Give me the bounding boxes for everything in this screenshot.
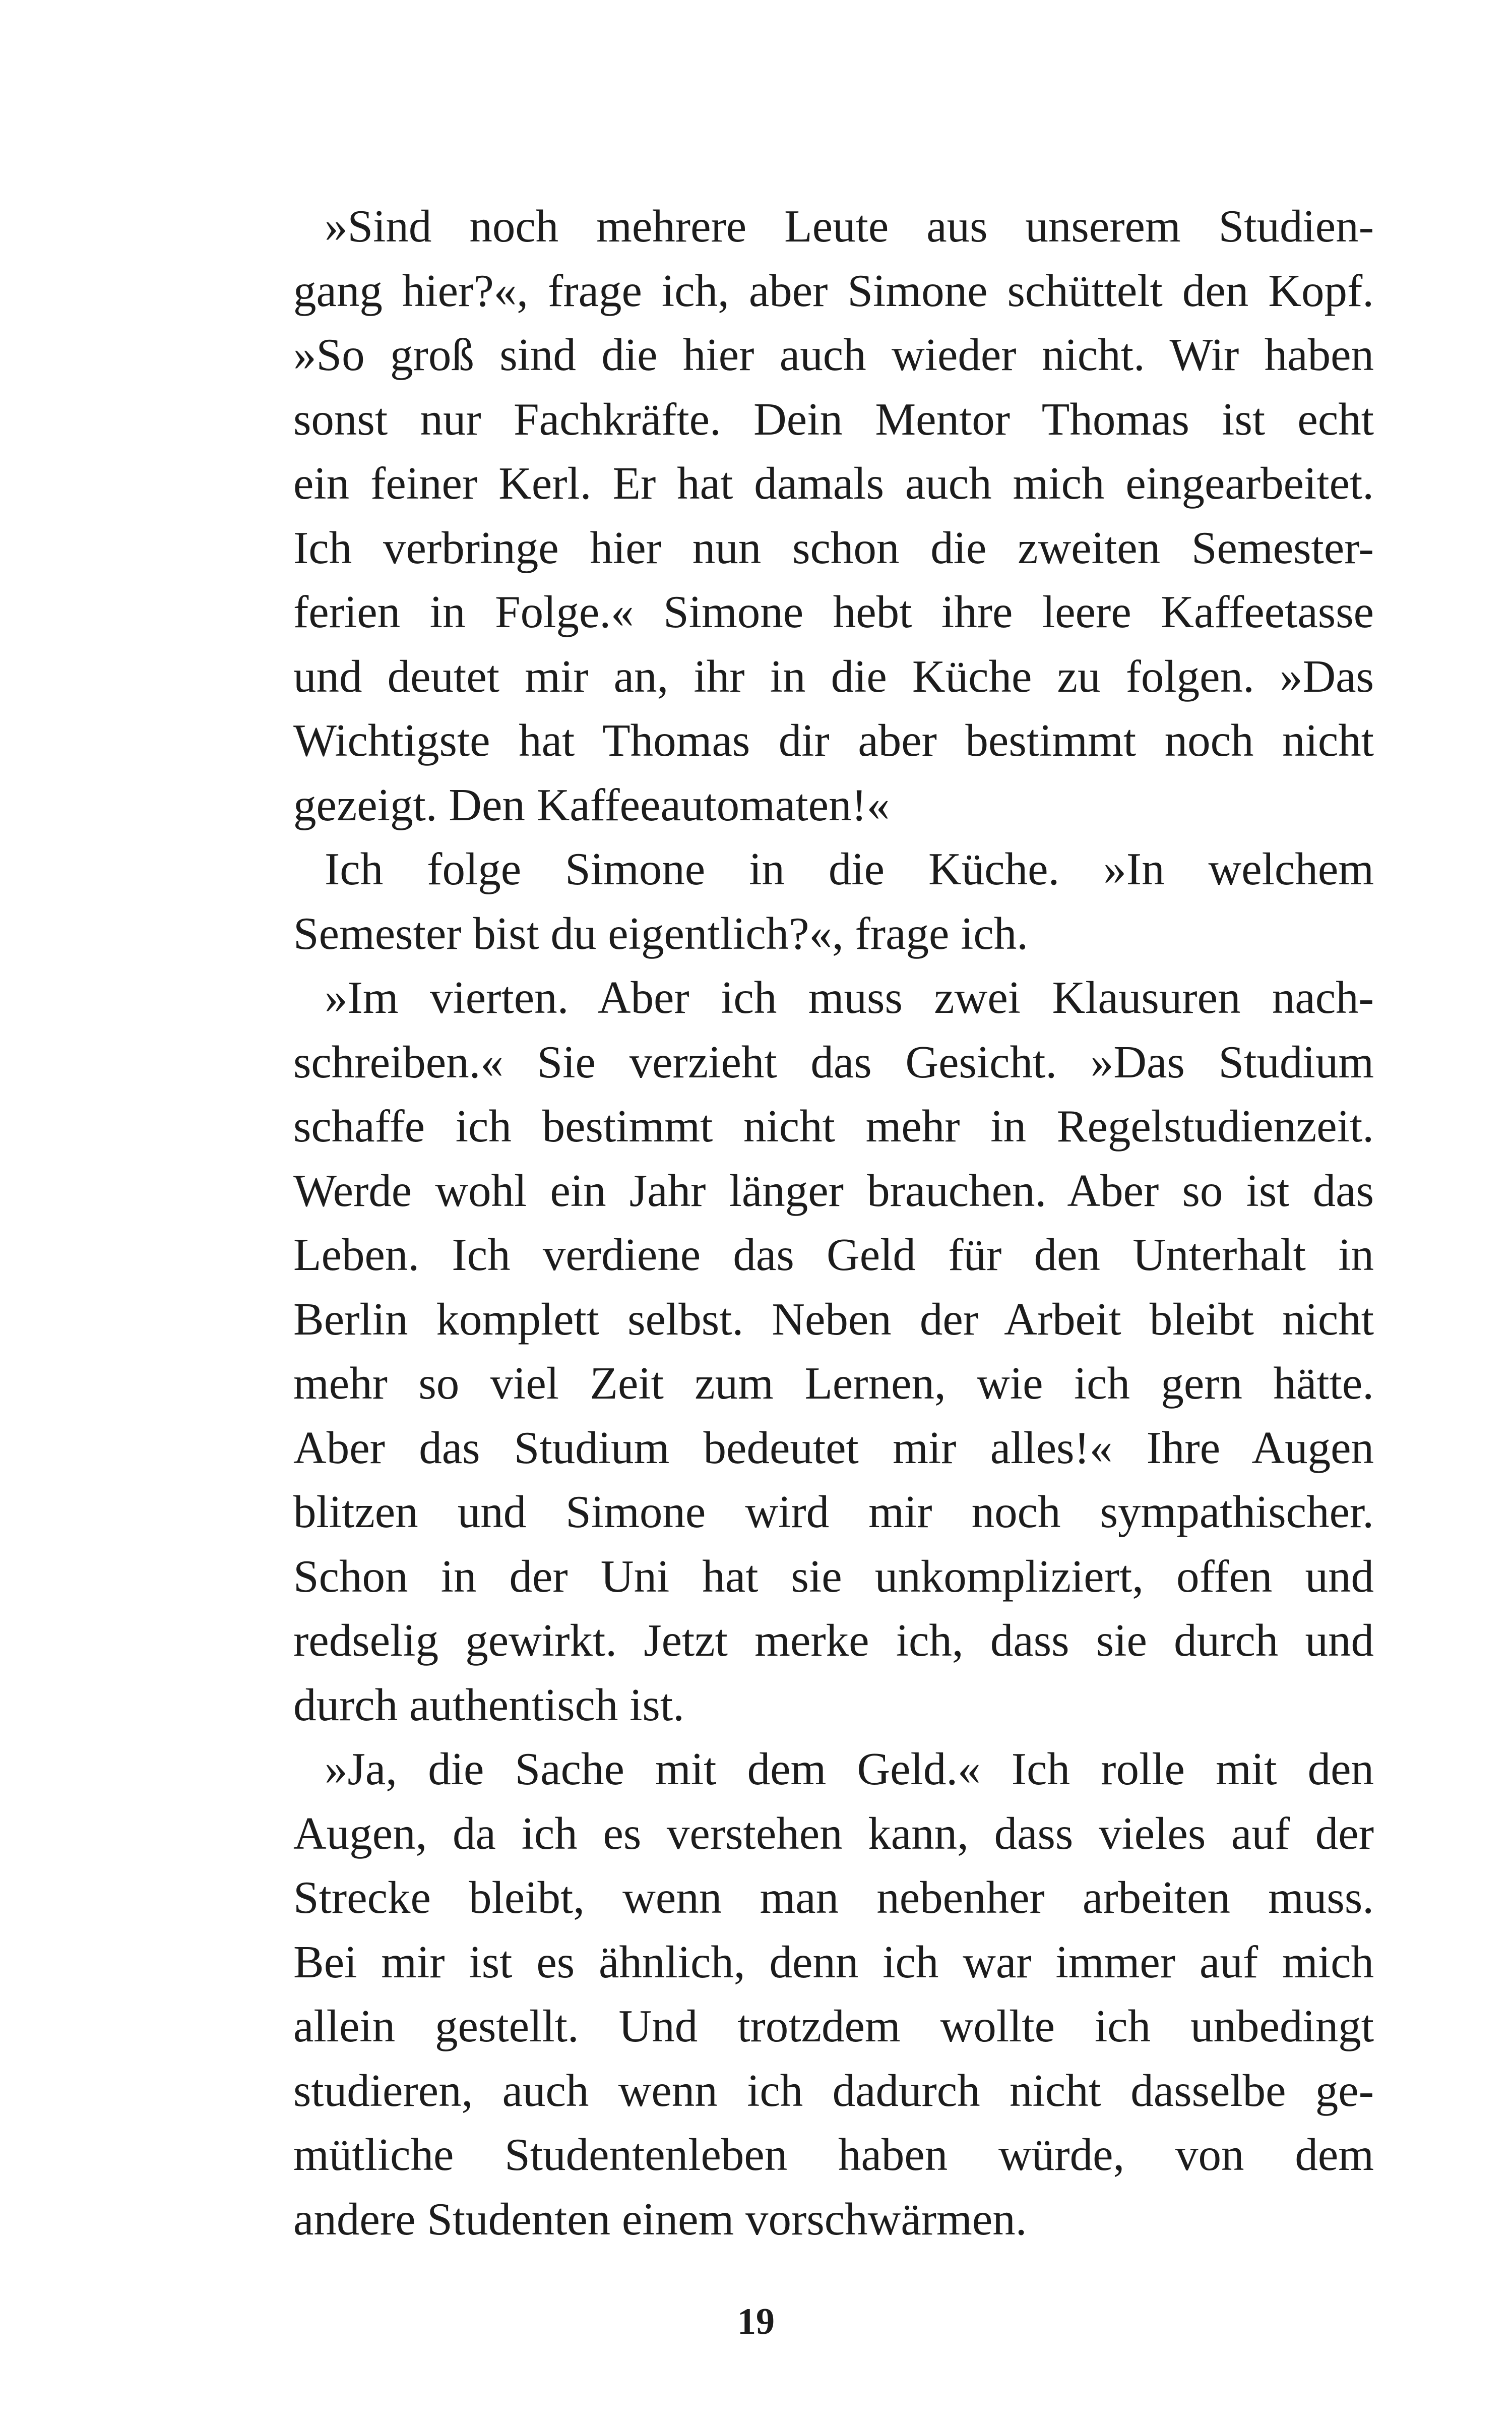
text-line: redselig gewirkt. Jetzt merke ich, dass sie durch und (293, 1615, 1374, 1666)
text-line: Aber das Studium bedeutet mir alles!« Ihre Augen (293, 1422, 1374, 1473)
text-line: blitzen und Simone wird mir noch sympathischer. (293, 1486, 1374, 1537)
paragraph (293, 965, 1374, 1737)
text-line: ferien in Folge.« Simone hebt ihre leere Kaffeetasse (293, 586, 1374, 637)
text-line: Ich folge Simone in die Küche. »In welchem (325, 843, 1374, 894)
page-number: 19 (737, 2301, 775, 2342)
paragraph (293, 837, 1374, 965)
text-line: andere Studenten einem vorschwärmen. (293, 2193, 1027, 2245)
text-line: Wichtigste hat Thomas dir aber bestimmt noch nicht (293, 715, 1374, 766)
paragraph (293, 1737, 1374, 2251)
text-line: »Sind noch mehrere Leute aus unserem Studien- (325, 201, 1374, 252)
text-line: »Ja, die Sache mit dem Geld.« Ich rolle mit den (325, 1743, 1374, 1794)
text-line: »Im vierten. Aber ich muss zwei Klausuren nach- (325, 972, 1374, 1023)
paragraph (293, 194, 1374, 837)
text-line: Schon in der Uni hat sie unkompliziert, offen und (293, 1550, 1374, 1602)
text-line: Augen, da ich es verstehen kann, dass vieles auf der (293, 1807, 1374, 1859)
text-line: mehr so viel Zeit zum Lernen, wie ich gern hätte. (293, 1358, 1374, 1409)
text-line: schaffe ich bestimmt nicht mehr in Regelstudienzeit. (293, 1101, 1374, 1152)
text-line: gang hier?«, frage ich, aber Simone schüttelt den Kopf. (293, 265, 1374, 316)
text-line: Werde wohl ein Jahr länger brauchen. Aber so ist das (293, 1165, 1374, 1216)
text-line: gezeigt. Den Kaffeeautomaten!« (293, 779, 890, 830)
text-line: Strecke bleibt, wenn man nebenher arbeiten muss. (293, 1872, 1374, 1923)
text-line: durch authentisch ist. (293, 1679, 684, 1730)
text-line: studieren, auch wenn ich dadurch nicht dasselbe ge- (293, 2065, 1374, 2116)
text-line: schreiben.« Sie verzieht das Gesicht. »Das Studium (293, 1036, 1374, 1087)
text-line: Semester bist du eigentlich?«, frage ich. (293, 908, 1029, 959)
text-line: Leben. Ich verdiene das Geld für den Unterhalt in (293, 1229, 1374, 1280)
text-line: Ich verbringe hier nun schon die zweiten Semester- (293, 522, 1374, 573)
text-line: mütliche Studentenleben haben würde, von dem (293, 2129, 1374, 2180)
text-line: und deutet mir an, ihr in die Küche zu folgen. »Das (293, 650, 1374, 702)
body-text (293, 194, 1374, 2251)
text-line: ein feiner Kerl. Er hat damals auch mich eingearbeitet. (293, 458, 1374, 509)
text-line: Bei mir ist es ähnlich, denn ich war immer auf mich (293, 1936, 1374, 1987)
text-line: Berlin komplett selbst. Neben der Arbeit bleibt nicht (293, 1293, 1374, 1345)
text-line: allein gestellt. Und trotzdem wollte ich unbedingt (293, 2001, 1374, 2051)
text-line: »So groß sind die hier auch wieder nicht. Wir haben (293, 329, 1374, 380)
text-line: sonst nur Fachkräfte. Dein Mentor Thomas ist echt (293, 393, 1374, 445)
